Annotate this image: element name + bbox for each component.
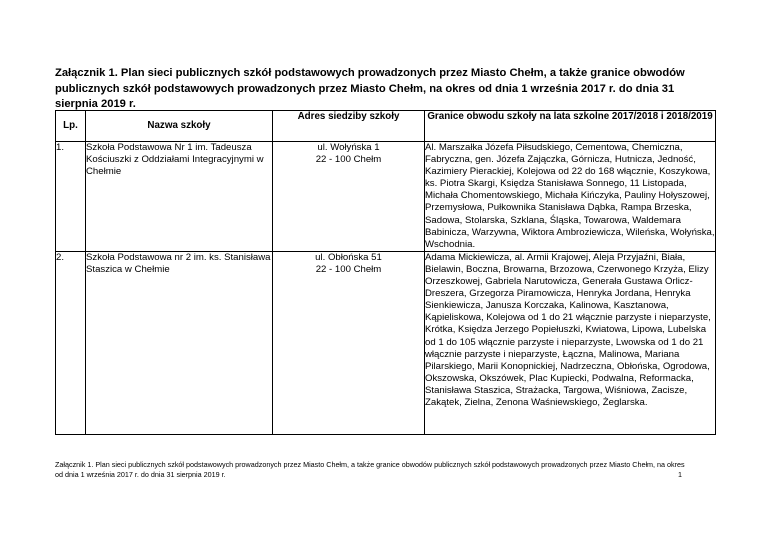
schools-table (55, 110, 716, 435)
address-postal: 22 - 100 Chełm (315, 154, 382, 166)
page-number: 1 (678, 470, 682, 479)
row-lp: 1. (56, 142, 86, 252)
header-school-name: Nazwa szkoły (86, 111, 273, 142)
row-address (273, 142, 425, 252)
address-street: ul. Obłońska 51 (315, 251, 382, 263)
row-area: Al. Marszałka Józefa Piłsudskiego, Cementowa, Chemiczna, Fabryczna, gen. Józefa Zajączka, Górnicza, Hutnicza, Jedność, Kazimiery Pierackiej, Kolejowa od 22 do 168 włącznie, Koszykowa, ks. Piotra Skargi, Księdza Stanisława Sonnego, 11 Listopada, Michała Chomentowskiego, Michała Kińczyka, Pauliny Hołyszowej, Przemysłowa, Pułkownika Stanisława Dąbka, Rampa Brzeska, Sadowa, Stolarska, Szklana, Śląska, Towarowa, Waldemara Babinicza, Warzywna, Wiktora Ambroziewicza, Wileńska, Wołyńska, Wschodnia. (425, 142, 715, 250)
table-row (56, 142, 716, 252)
page-footer: Załącznik 1. Plan sieci publicznych szkół podstawowych prowadzonych przez Miasto Chełm, a także granice obwodów publicznych szkół podstawowych prowadzonych przez Miasto Chełm, na okres od dnia 1 września 2017 r. do dnia 31 sierpnia 2019 r. (55, 460, 685, 479)
header-area: Granice obwodu szkoły na lata szkolne 2017/2018 i 2018/2019 (425, 111, 716, 142)
row-area: Adama Mickiewicza, al. Armii Krajowej, Aleja Przyjaźni, Biała, Bielawin, Boczna, Browarna, Brzozowa, Czerwonego Krzyża, Elizy Orzeszkowej, Gabriela Narutowicza, Generała Gustawa Orlicz-Dreszera, Grzegorza Piramowicza, Henryka Jordana, Henryka Sienkiewicza, Janusza Korczaka, Kalinowa, Kasztanowa, Kąpieliskowa, Kolejowa od 1 do 21 włącznie parzyste i nieparzyste, Krótka, Księdza Jerzego Popiełuszki, Kwiatowa, Lipowa, Lubelska od 1 do 105 włącznie parzyste i nieparzyste, Lwowska od 1 do 21 włącznie parzyste i nieparzyste, Łączna, Malinowa, Mariana Pilarskiego, Marii Konopnickiej, Nadrzeczna, Obłońska, Ogrodowa, Okszowska, Okszówek, Plac Kupiecki, Podwalna, Reformacka, Stanisława Staszica, Strażacka, Targowa, Wiśniowa, Zacisze, Zakątek, Zielna, Zenona Waśniewskiego, Żeglarska. (425, 251, 716, 434)
document-title: Załącznik 1. Plan sieci publicznych szkół podstawowych prowadzonych przez Miasto Chełm, a także granice obwodów publicznych szkół podstawowych prowadzonych przez Miasto Chełm, na okres od dnia 1 września 2017 r. do dnia 31 sierpnia 2019 r. (55, 67, 685, 110)
row-address (273, 251, 425, 434)
row-lp: 2. (56, 251, 86, 434)
address-street: ul. Wołyńska 1 (317, 142, 380, 153)
header-address: Adres siedziby szkoły (273, 111, 425, 142)
row-school-name: Szkoła Podstawowa Nr 1 im. Tadeusza Kościuszki z Oddziałami Integracyjnymi w Chełmie (86, 142, 273, 252)
table-row (56, 251, 716, 434)
table-header-row (56, 111, 716, 142)
header-lp: Lp. (56, 111, 86, 142)
row-school-name: Szkoła Podstawowa nr 2 im. ks. Stanisława Staszica w Chełmie (86, 251, 273, 434)
address-postal: 22 - 100 Chełm (315, 263, 382, 275)
